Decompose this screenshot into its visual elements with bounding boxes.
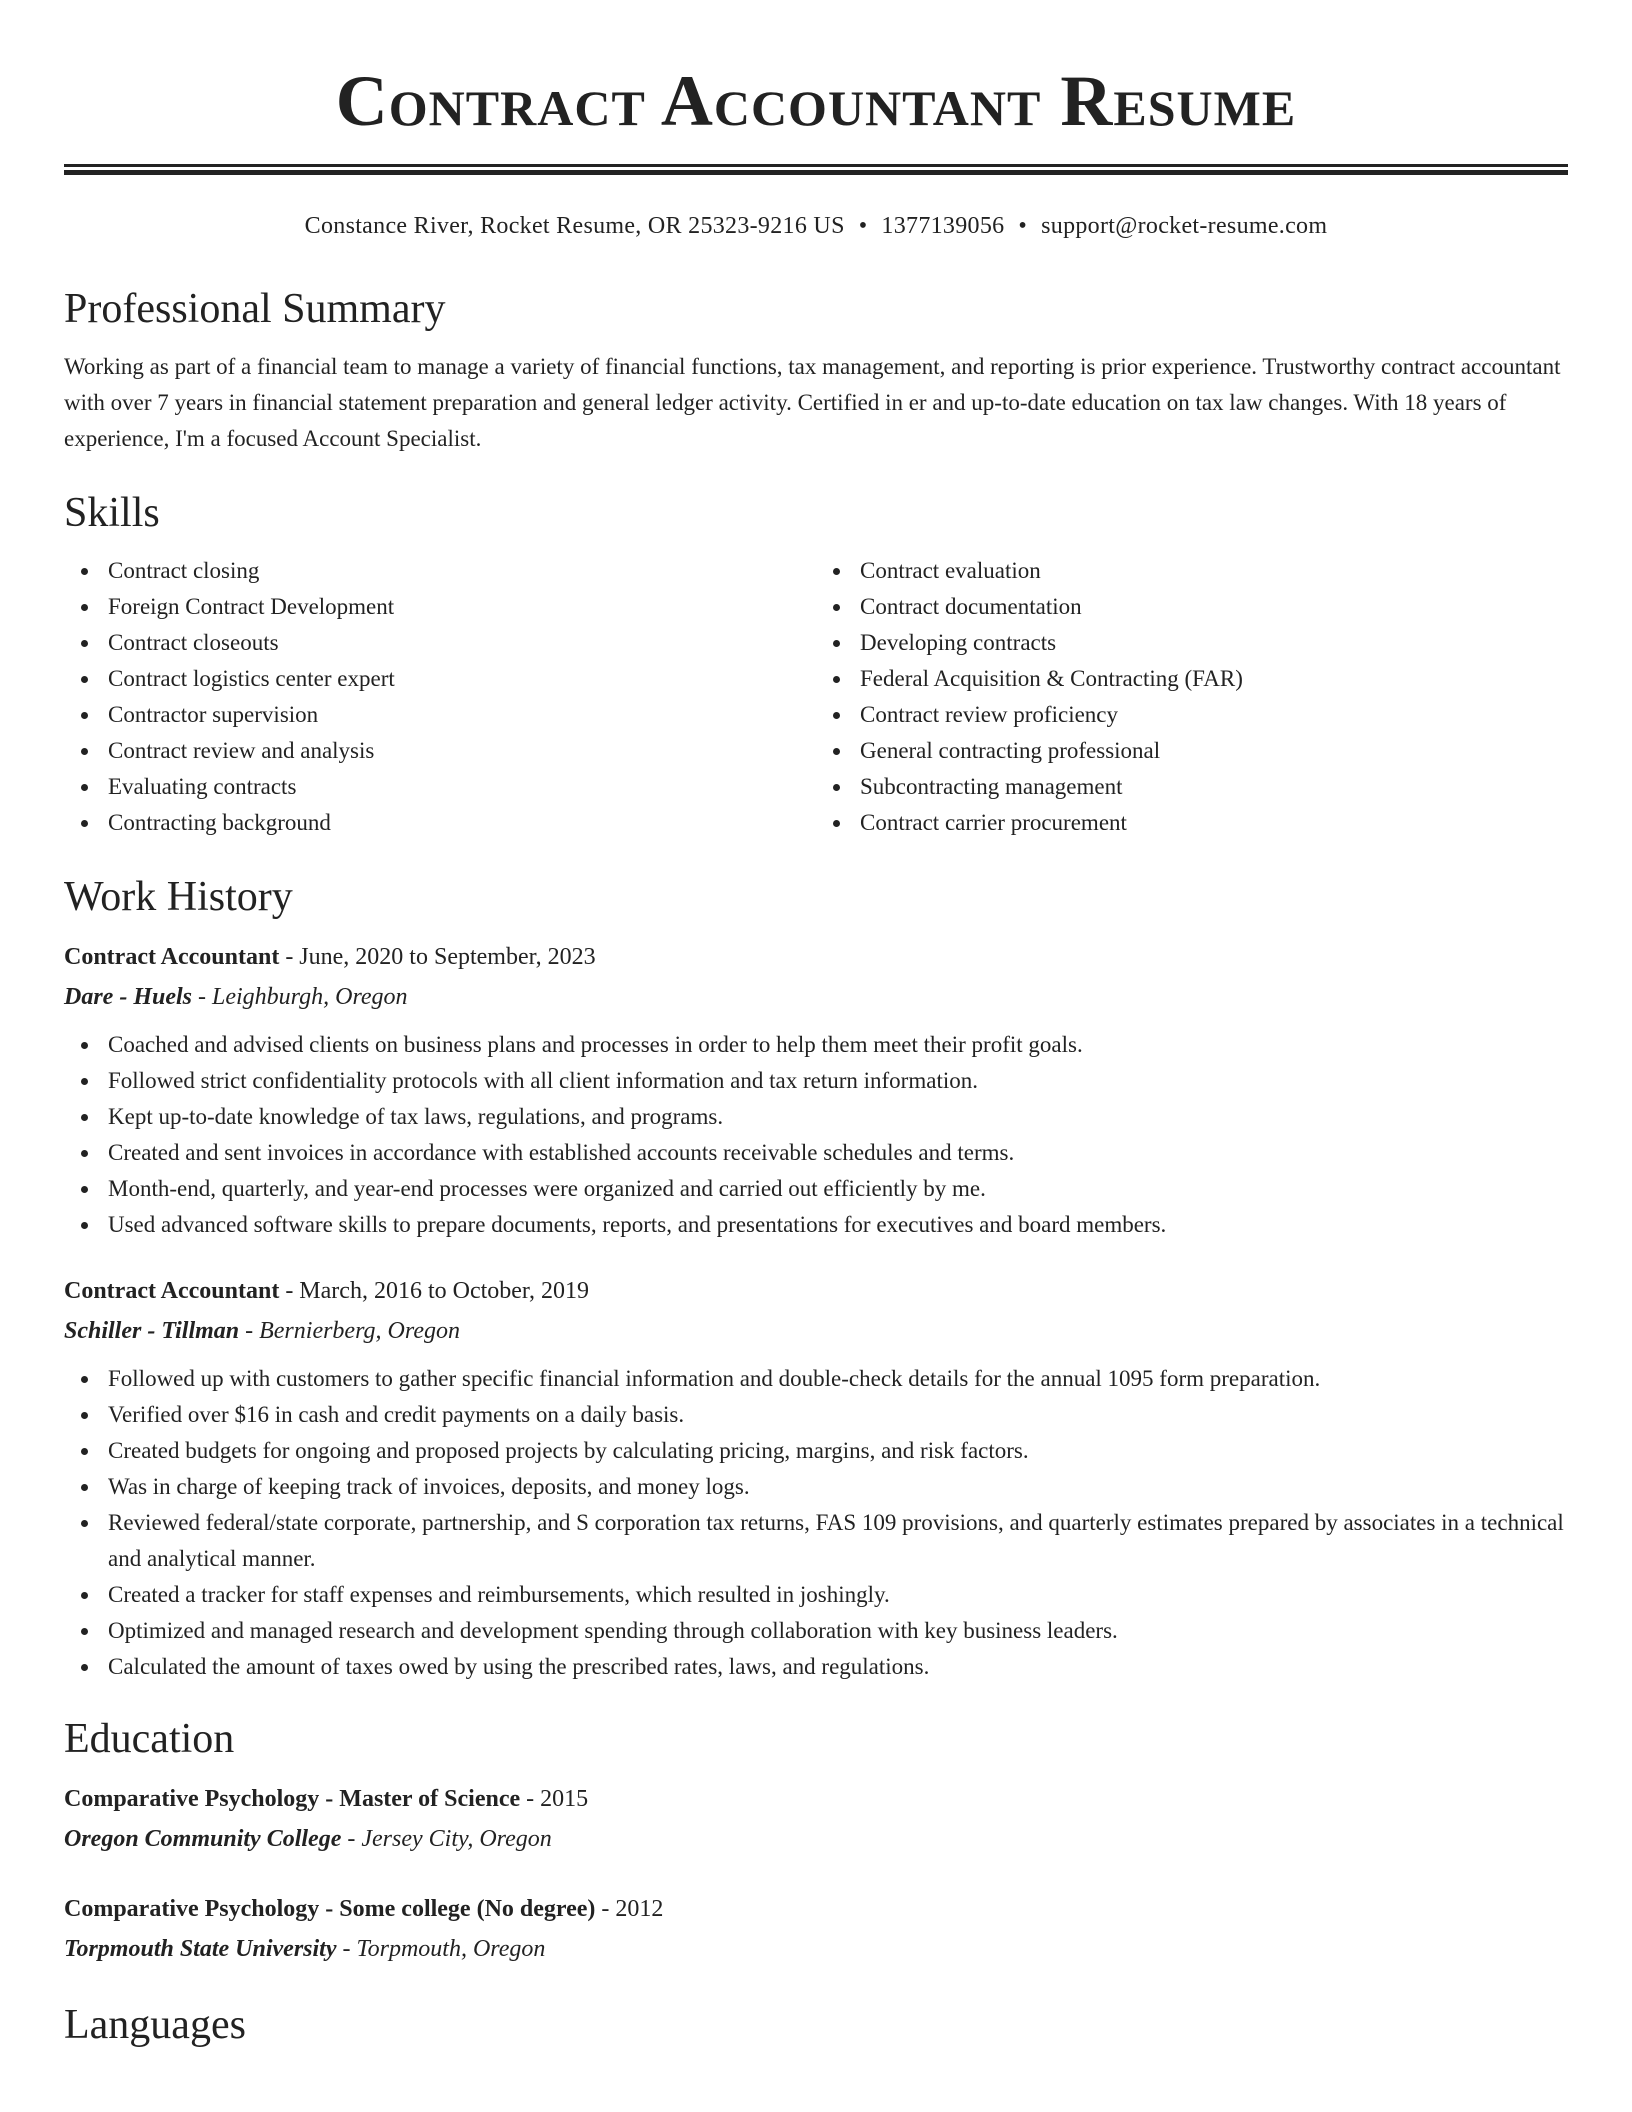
skills-list: [64, 553, 1568, 841]
duty-item: Was in charge of keeping track of invoices, deposits, and money logs.: [64, 1469, 1568, 1505]
skill-item: Contract closing: [64, 553, 816, 589]
contact-email[interactable]: support@rocket-resume.com: [1041, 213, 1328, 239]
degree-year: - 2015: [520, 1786, 589, 1812]
duty-item: Reviewed federal/state corporate, partnership, and S corporation tax returns, FAS 109 provisions, and quarterly estimates prepared by associates in a technical and analytical manner.: [64, 1505, 1568, 1577]
duty-item: Created and sent invoices in accordance with established accounts receivable schedules and terms.: [64, 1135, 1568, 1171]
duty-item: Followed strict confidentiality protocols with all client information and tax return information.: [64, 1063, 1568, 1099]
duty-item: Calculated the amount of taxes owed by using the prescribed rates, laws, and regulations.: [64, 1649, 1568, 1685]
contact-phone: 1377139056: [881, 213, 1005, 239]
contact-line: [64, 209, 1568, 243]
degree-year: - 2012: [595, 1896, 664, 1922]
skill-item: Contract logistics center expert: [64, 661, 816, 697]
job-title: Contract Accountant: [64, 944, 280, 970]
job-title-line: [64, 937, 1568, 977]
school-line: [64, 1929, 1568, 1969]
skill-item: Evaluating contracts: [64, 769, 816, 805]
duty-item: Created budgets for ongoing and proposed projects by calculating pricing, margins, and risk factors.: [64, 1433, 1568, 1469]
school-location: - Torpmouth, Oregon: [336, 1936, 546, 1962]
degree-name: Comparative Psychology - Master of Science: [64, 1786, 521, 1812]
duty-item: Month-end, quarterly, and year-end processes were organized and carried out efficiently by me.: [64, 1171, 1568, 1207]
job-location: - Bernierberg, Oregon: [239, 1318, 460, 1344]
skill-item: Contract review and analysis: [64, 733, 816, 769]
skill-item: Contract evaluation: [816, 553, 1568, 589]
job-duties: [64, 1361, 1568, 1685]
job-company-line: [64, 1311, 1568, 1351]
skill-item: Subcontracting management: [816, 769, 1568, 805]
skill-item: Developing contracts: [816, 625, 1568, 661]
skill-item: Federal Acquisition & Contracting (FAR): [816, 661, 1568, 697]
skill-item: Contract closeouts: [64, 625, 816, 661]
summary-text: Working as part of a financial team to manage a variety of financial functions, tax management, and reporting is prior experience. Trustworthy contract accountant with over 7 years in financial statement preparation and general ledger activity. Certified in er and up-to-date education on tax law changes. With 18 years of experience, I'm a focused Account Specialist.: [64, 354, 1561, 451]
skill-item: Foreign Contract Development: [64, 589, 816, 625]
job-title-line: [64, 1271, 1568, 1311]
duty-item: Coached and advised clients on business plans and processes in order to help them meet their profit goals.: [64, 1027, 1568, 1063]
duty-item: Used advanced software skills to prepare documents, reports, and presentations for executives and board members.: [64, 1207, 1568, 1243]
job-location: - Leighburgh, Oregon: [192, 984, 408, 1010]
school-name: Oregon Community College: [64, 1826, 342, 1852]
skill-item: Contract carrier procurement: [816, 805, 1568, 841]
duty-item: Verified over $16 in cash and credit payments on a daily basis.: [64, 1397, 1568, 1433]
job-company: Schiller - Tillman: [64, 1318, 240, 1344]
title-divider: [64, 164, 1568, 175]
skill-item: General contracting professional: [816, 733, 1568, 769]
job-title: Contract Accountant: [64, 1278, 280, 1304]
education-entry: [64, 1779, 1568, 1859]
skill-item: Contractor supervision: [64, 697, 816, 733]
languages-heading: Languages: [64, 2002, 246, 2048]
job-dates: - March, 2016 to October, 2019: [279, 1278, 589, 1304]
degree-name: Comparative Psychology - Some college (No degree): [64, 1896, 596, 1922]
school-name: Torpmouth State University: [64, 1936, 337, 1962]
contact-separator: •: [858, 213, 868, 239]
education-entry: [64, 1889, 1568, 1969]
school-line: [64, 1819, 1568, 1859]
duty-item: Followed up with customers to gather specific financial information and double-check details for the annual 1095 form preparation.: [64, 1361, 1568, 1397]
summary-heading: Professional Summary: [64, 286, 446, 332]
skill-item: Contracting background: [64, 805, 816, 841]
school-location: - Jersey City, Oregon: [341, 1826, 552, 1852]
job-company: Dare - Huels: [64, 984, 192, 1010]
skills-column-right: [816, 553, 1568, 841]
resume-title: Contract Accountant Resume: [335, 61, 1297, 141]
job-dates: - June, 2020 to September, 2023: [279, 944, 596, 970]
skill-item: Contract documentation: [816, 589, 1568, 625]
work-history-heading: Work History: [64, 874, 293, 920]
education-heading: Education: [64, 1716, 235, 1762]
duty-item: Optimized and managed research and development spending through collaboration with key business leaders.: [64, 1613, 1568, 1649]
duty-item: Kept up-to-date knowledge of tax laws, regulations, and programs.: [64, 1099, 1568, 1135]
duty-item: Created a tracker for staff expenses and reimbursements, which resulted in joshingly.: [64, 1577, 1568, 1613]
skills-heading: Skills: [64, 490, 160, 536]
degree-line: [64, 1779, 1568, 1819]
job-entry: [64, 937, 1568, 1243]
contact-separator: •: [1018, 213, 1028, 239]
degree-line: [64, 1889, 1568, 1929]
job-company-line: [64, 977, 1568, 1017]
skills-column-left: [64, 553, 816, 841]
job-entry: [64, 1271, 1568, 1685]
job-duties: [64, 1027, 1568, 1243]
skill-item: Contract review proficiency: [816, 697, 1568, 733]
contact-address: Constance River, Rocket Resume, OR 25323-9216 US: [304, 213, 845, 239]
